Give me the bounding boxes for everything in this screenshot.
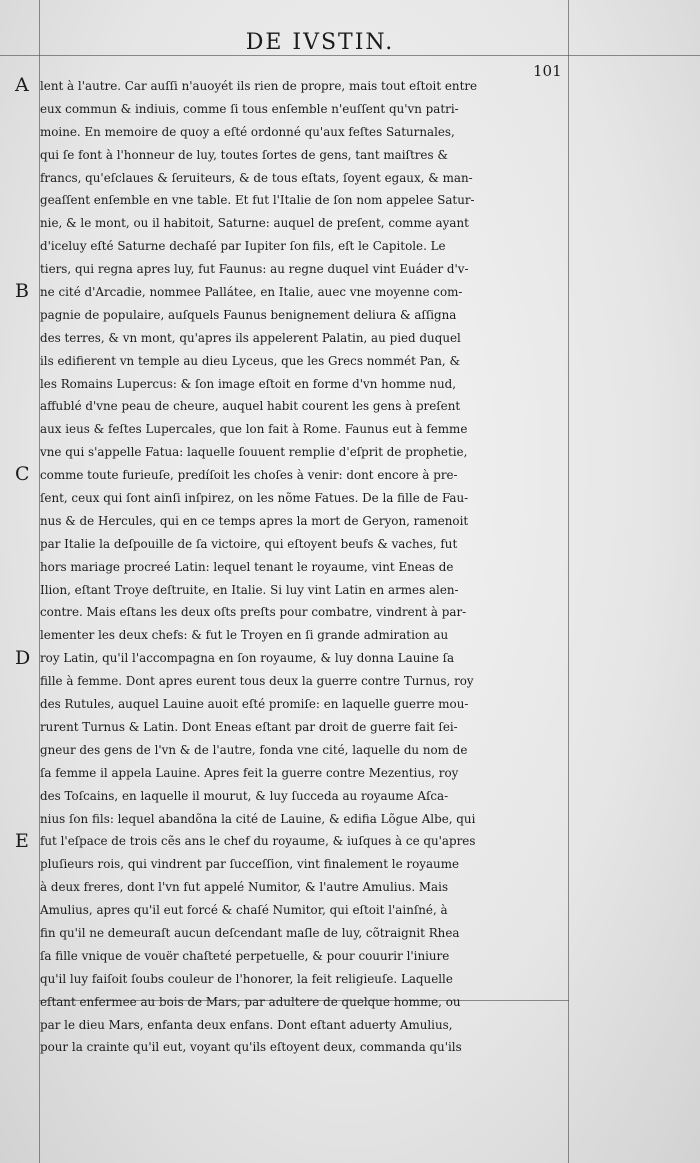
text-line: contre. Mais eſtans les deux oſts preſts pour combatre, vindrent à par-	[40, 605, 467, 620]
text-line: aux ieus & feſtes Lupercales, que lon fait à Rome. Faunus eut à femme	[40, 422, 468, 437]
text-line: des Rutules, auquel Lauine auoit eſté promiſe: en laquelle guerre mou-	[40, 697, 469, 712]
text-line: pour la crainte qu'il eut, voyant qu'ils eſtoyent deux, commanda qu'ils	[40, 1040, 462, 1055]
text-line: d'iceluy eſté Saturne dechaſé par Iupiter ſon fils, eſt le Capitole. Le	[40, 239, 446, 254]
running-title: DE IVSTIN.	[245, 30, 395, 55]
text-line: qui ſe font à l'honneur de luy, toutes ſortes de gens, tant maiſtres &	[40, 147, 448, 162]
text-line: ſa fille vnique de vouër chaſteté perpetuelle, & pour couurir l'iniure	[40, 948, 450, 963]
text-line: vne qui s'appelle Fatua: laquelle ſouuent remplie d'eſprit de prophetie,	[40, 445, 468, 460]
text-line: nus & de Hercules, qui en ce temps apres la mort de Geryon, ramenoit	[40, 513, 469, 528]
text-line: lementer les deux chefs: & fut le Troyen en ſi grande admiration au	[40, 628, 449, 643]
text-line: eux commun & indiuis, comme ſi tous enſemble n'euſſent qu'vn patri-	[40, 101, 459, 116]
text-line: Ilion, eſtant Troye deſtruite, en Italie. Si luy vint Latin en armes alen-	[40, 582, 459, 597]
text-line: eſtant enfermee au bois de Mars, par adultere de quelque homme, ou	[40, 994, 461, 1009]
text-line: qu'il luy faiſoit ſoubs couleur de l'honorer, la feit religieuſe. Laquelle	[40, 971, 453, 986]
text-line: hors mariage procreé Latin: lequel tenant le royaume, vint Eneas de	[40, 559, 454, 574]
margin-letter: E	[15, 829, 29, 852]
text-line: par Italie la deſpouille de ſa victoire, qui eſtoyent beufs & vaches, fut	[40, 536, 458, 551]
text-line: les Romains Lupercus: & ſon image eſtoit en forme d'vn homme nud,	[40, 376, 457, 391]
text-line: rurent Turnus & Latin. Dont Eneas eſtant par droit de guerre fait ſei-	[40, 719, 458, 734]
text-line: geaſſent enſemble en vne table. Et fut l'Italie de ſon nom appelee Satur-	[40, 193, 475, 208]
text-line: des terres, & vn mont, qu'apres ils appelerent Palatin, au pied duquel	[40, 330, 461, 345]
header-rule	[0, 55, 700, 56]
right-rule	[568, 0, 569, 1163]
text-line: nius ſon fils: lequel abandõna la cité de Lauine, & edifia Lõgue Albe, qui	[40, 811, 476, 826]
text-line: roy Latin, qu'il l'accompagna en ſon royaume, & luy donna Lauine ſa	[40, 651, 455, 666]
text-line: francs, qu'eſclaues & ſeruiteurs, & de tous eſtats, ſoyent egaux, & man-	[40, 170, 473, 185]
text-line: ſa femme il appela Lauine. Apres feit la guerre contre Mezentius, roy	[40, 765, 459, 780]
text-line: Amulius, apres qu'il eut forcé & chaſé Numitor, qui eſtoit l'ainſné, à	[40, 903, 448, 918]
text-line: affublé d'vne peau de cheure, auquel habit courent les gens à preſent	[40, 399, 461, 414]
margin-letter: C	[15, 463, 30, 486]
text-line: lent à l'autre. Car auſſi n'auoyét ils rien de propre, mais tout eſtoit entre	[40, 79, 478, 93]
text-line: ſent, ceux qui ſont ainſi inſpirez, on les nõme Fatues. De la fille de Fau-	[40, 491, 469, 506]
text-line: pluſieurs rois, qui vindrent par ſucceſſion, vint finalement le royaume	[40, 857, 460, 872]
text-line: fut l'eſpace de trois cẽs ans le chef du royaume, & iuſques à ce qu'apres	[40, 834, 476, 849]
text-line: nie, & le mont, ou il habitoit, Saturne: auquel de preſent, comme ayant	[40, 216, 469, 231]
text-line: par le dieu Mars, enfanta deux enfans. Dont eſtant aduerty Amulius,	[40, 1017, 453, 1032]
text-line: gneur des gens de l'vn & de l'autre, fonda vne cité, laquelle du nom de	[40, 742, 468, 757]
text-line: moine. En memoire de quoy a eſté ordonné qu'aux feſtes Saturnales,	[40, 124, 455, 139]
text-line: des Toſcains, en laquelle il mourut, & luy ſucceda au royaume Aſca-	[40, 788, 449, 803]
text-line: comme toute furieuſe, predíſoit les choſes à venir: dont encore à pre-	[40, 468, 458, 483]
margin-letter: B	[15, 280, 29, 303]
margin-letter: D	[15, 646, 31, 669]
text-line: à deux freres, dont l'vn fut appelé Numitor, & l'autre Amulius. Mais	[40, 880, 449, 895]
text-line: fin qu'il ne demeuraſt aucun deſcendant maſle de luy, cõtraignit Rhea	[40, 925, 460, 940]
text-line: ne cité d'Arcadie, nommee Pallátee, en Italie, auec vne moyenne com-	[40, 285, 463, 300]
page-number: 101	[533, 62, 562, 80]
body-text	[40, 75, 568, 1059]
text-line: tiers, qui regna apres luy, fut Faunus: au regne duquel vint Euáder d'v-	[40, 262, 469, 277]
text-line: fille à femme. Dont apres eurent tous deux la guerre contre Turnus, roy	[40, 674, 474, 689]
margin-letter: A	[15, 74, 29, 96]
text-line: ils edifierent vn temple au dieu Lyceus, que les Grecs nommét Pan, &	[40, 353, 461, 368]
text-line: pagnie de populaire, auſquels Faunus benignement deliura & aſſigna	[40, 307, 457, 322]
